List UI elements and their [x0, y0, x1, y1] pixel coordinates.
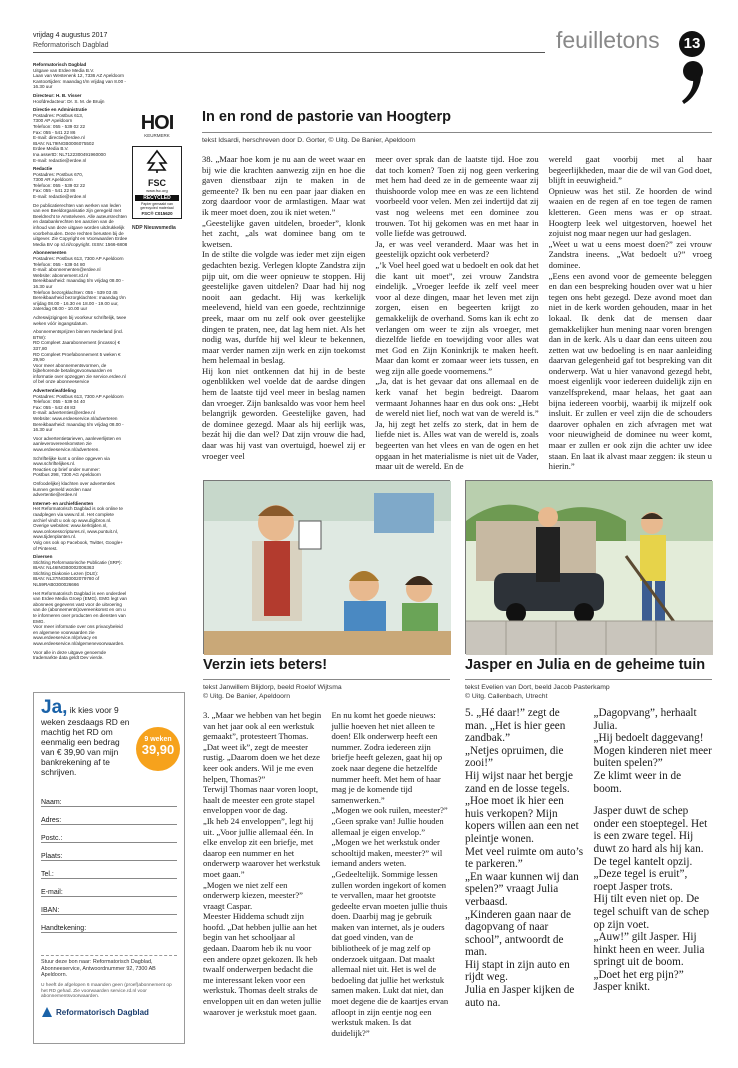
paragraph: Hij stapt in zijn auto en rijdt weg.	[465, 958, 570, 984]
paragraph: „Weet u wat u eens moest doen?” zei vrouw Zandstra ineens. „Wat bedoelt u?” vroeg dominee.	[548, 238, 712, 270]
colophon-line: Postbus 298, 7300 AG Apeldoorn	[33, 472, 101, 478]
subscribe-intro: ik kies voor 9 weken zesdaags RD en machtig het RD om eenmalig een bedrag van € 39,90 van mijn bankrekening af te schrijven.	[41, 705, 130, 777]
colophon-line: Onfoodelijke) klachten over advertenties kunnen gemeld worden naar advertentie@erdee.nl	[33, 480, 115, 498]
subscribe-form-fields	[41, 789, 177, 933]
paragraph: Terwijl Thomas naar voren loopt, haalt de meester een grote stapel enveloppen voor de dag.	[203, 784, 318, 816]
paragraph: „Eens een avond voor de gemeente beleggen en dan een bespreking houden over wat u hier tegen ons hebt gezegd. Deze avond moet dan niet in de kerk worden gehouden, maar in het lokaal. Ik denk dat de mensen daar gemakkelijker hun mening naar voren brengen dan in de kerk. Als u daar dan eens uiteen zou zetten wat uw bedoeling is en naar aanleiding daarvan gelegenheid gaf tot bespreking van dit onderwerp. Wat u hier vanavond gezegd hebt, moest eigenlijk voor iedereen duidelijk zijn en vanzelfsprekend, maar helaas, het gaat aan bijna iedereen voorbij, waarbij ik mijzelf ook insluit. Er zullen er veel zijn die de schouders daarover ophalen en zich afvragen met wat voor nieuwigheid de dominee nu weer komt, maar er zullen er ook zijn die achter uw idee staan. En laat ik alvast maar zeggen: ik steun u hierin.”	[548, 270, 712, 472]
form-field-label: Adres:	[41, 817, 62, 824]
colophon-block-title: Redactie	[33, 166, 53, 172]
colophon-block	[33, 501, 128, 551]
issue-date: vrijdag 4 augustus 2017	[33, 32, 108, 39]
story1-rule	[202, 132, 712, 133]
colophon-line: E-mail: redactie@erdee.nl	[33, 194, 87, 200]
form-field-label: IBAN:	[41, 907, 60, 914]
paragraph: „Hoe moet ik hier een huis verkopen? Mijn kopers willen aan een net pleintje wonen.	[465, 795, 579, 845]
hoi-logo-caption: KEURMERK	[144, 133, 170, 138]
colophon-block	[33, 481, 128, 498]
colophon-block	[33, 250, 128, 312]
colophon-line: Hoofdredacteur: Dr. S. M. de Bruijn	[33, 98, 105, 104]
fsc-recycled-label: RECYCLED	[135, 195, 179, 201]
colophon-line: Postadres: Postbus 613, 7300 AP Apeldoorn	[33, 393, 124, 399]
story1-column	[202, 154, 365, 474]
story3-body	[465, 707, 712, 1055]
colophon-line: Postadres: Postbus 613,	[33, 112, 84, 118]
paragraph: „Netjes opruimen, die zooi!”	[465, 744, 564, 770]
colophon-line: IBAN: NL79INGB0006075502	[33, 140, 95, 146]
paragraph: „Deze tegel is eruit”, roept Jasper trots.	[593, 868, 688, 893]
form-field[interactable]	[41, 825, 177, 843]
paragraph: Hij kon niet ontkennen dat hij in de beste ogenblikken wel voelde dat de aardse dingen hem de laatste tijd veel meer in beslag namen dan vroeger. Zijn banksaldo was voor hem heel belangrijk geworden. Geestelijke gaven, had de dominee gezegd. Maar als hij eerlijk was, bezát hij die dan wel? Dat zijn vrouw die had, daar was hij vast van overtuigd, hoewel zij er vroeger veel	[202, 365, 366, 461]
colophon-line: Fax: 055 - 542 48 83	[33, 404, 76, 410]
paragraph: „En waar kunnen wij dan spelen?” vraagt Julia verbaasd.	[465, 870, 579, 908]
story2-column	[332, 710, 451, 1055]
colophon-line: Voor meer informatie over ons privacybeleid en algemene voorwaarden zie www.erdeeservice.nl/privacy en www.erdeeservice.nl/algemenevoorwaarden.	[33, 624, 125, 646]
colophon-block	[33, 166, 128, 200]
subscribe-coupon	[33, 692, 185, 1044]
colophon-line: Telefoon: 055 - 539 04 40	[33, 399, 86, 405]
colophon-block-title: Directeur: H. B. Visser	[33, 92, 82, 98]
story3-title: Jasper en Julia en de geheime tuin	[465, 657, 706, 673]
section-title: feuilletons	[556, 27, 660, 53]
paragraph: Mogen kinderen niet meer buiten spelen?”	[593, 744, 712, 770]
form-field[interactable]	[41, 915, 177, 933]
colophon-block-title: Internet- en archiefdiensten	[33, 500, 94, 506]
publication-name: Reformatorisch Dagblad	[33, 42, 109, 49]
colophon-line: E-mail: redactie@erdee.nl	[33, 157, 87, 163]
colophon-line: Fax: 055 - 541 22 86	[33, 129, 76, 135]
form-field-label: Plaats:	[41, 853, 63, 860]
story2-rule	[203, 679, 450, 680]
colophon-line: Kantoortijden: maandag t/m vrijdag van 8.00 - 16.30 uur	[33, 78, 126, 90]
colophon-line: Abonnementsprijzen binnen Nederland (incl. BTW):	[33, 329, 124, 340]
rd-logo-icon	[41, 1006, 53, 1018]
paragraph: „Kinderen gaan naar de dagopvang of naar school”, antwoordt de man.	[465, 908, 571, 959]
colophon-block	[33, 93, 128, 104]
colophon-line: Erdee Media B.V.	[33, 146, 69, 152]
story2-byline-1: tekst Janwillem Blijdorp, beeld Roelof Wijtsma	[203, 684, 342, 691]
paragraph: En nu komt het goede nieuws: jullie hoeven het niet alleen te doen! Elk onderwerp heeft een nummer. Zodra iedereen zijn briefje heeft gelezen, gaat hij op zoek naar degene die hetzelfde nummer heeft. Met hem of haar mag je de komende tijd samenwerken.”	[331, 710, 443, 805]
fsc-code: FSC® C015620	[141, 210, 173, 216]
colophon-line: 7300 AP Apeldoorn	[33, 118, 73, 124]
colophon-block	[33, 388, 128, 433]
form-field[interactable]	[41, 843, 177, 861]
illustration-garden	[465, 480, 712, 654]
colophon-line: www.tijdenplanten.nl.	[33, 534, 77, 540]
fsc-tree-icon	[144, 149, 170, 173]
colophon-line: De publicatierechten van werken van leden van een Beeldorganisatie zijn geregeld met Beeldrecht te Amstelveen. Alle auteursrechten en databankrechten ten aanzien van de inhoud van deze uitgave worden uitdrukkelijk voorbehouden. Deze rechten berusten bij de uitgever. Zie Copyright en Voorwaarden Erdee Media BV op rd.nl/copyright. ISSN: 1566-6808	[33, 202, 128, 247]
colophon-line: Voor alle in deze uitgave genoemde trademarkte data geldt Dev vierde.	[33, 649, 107, 661]
paragraph: Hij tilt even niet op. De tegel schuift van de schep op zijn voet.	[593, 893, 710, 931]
paragraph: Meester Hiddema schudt zijn hoofd. „Dat hebben jullie aan het begin van het schooljaar al gedaan. Daarom heb ik nu voor een andere opzet gekozen. Ik heb twaalf onderwerpen bedacht die me interessant leken voor een werkstuk. Thomas deelt straks de enveloppen uit en dan weten jullie waarover je werkstuk moet gaan.	[203, 911, 322, 1017]
form-field-label: Postc.:	[41, 835, 63, 842]
price-badge	[136, 727, 180, 771]
paragraph: „Dat weet ik”, zegt de meester rustig. „Daarom doen we het deze keer ook anders. Wil je me even helpen, Thomas?”	[203, 741, 320, 784]
story1-column	[549, 154, 712, 474]
fsc-url: www.fsc.org	[146, 188, 168, 193]
colophon-block	[33, 436, 128, 453]
paragraph: Opnieuw was het stil. Ze hoorden de wind waaien en de regen af en toe tegen de ramen kletteren. Geen mens was er op straat. Hoogterp leek wel uitgestorven, hoewel het zojuist nog maar negen uur had geslagen.	[548, 185, 712, 239]
colophon-block	[33, 591, 128, 647]
paragraph: „Mogen we het werkstuk onder schooltijd maken, meester?” wil iemand anders weten.	[331, 837, 443, 869]
form-field[interactable]	[41, 807, 177, 825]
colophon-line: RD Compleet Proefabonnement 5 weken € 29,90	[33, 351, 121, 363]
colophon-line: Het Reformatorisch Dagblad is een onderdeel van Erdee Media Groep (EMG). EMG legt van abonnees gegevens vast voor de uitvoering van de (abonnements)overeenkomst en om u te informeren over producten en diensten van EMG.	[33, 590, 127, 624]
paragraph: Ze klimt weer in de boom.	[593, 769, 682, 795]
rd-brand-label: Reformatorisch Dagblad	[56, 1007, 149, 1017]
colophon-line: Schriftelijke kunt u online opgeven via www.schriftelijkes.nl.	[33, 455, 110, 467]
colophon-line: Bereikbaarheid: maandag t/m vrijdag 08.00 - 16.30 uur	[33, 278, 124, 289]
story2-title: Verzin iets beters!	[203, 657, 328, 673]
paragraph: 3. „Maar we hebben van het begin van het jaar ook al een werkstuk gemaakt”, protesteert Thomas.	[203, 710, 322, 742]
colophon-block	[33, 62, 128, 90]
colophon-block	[33, 203, 128, 248]
colophon-line: Telefoon: 055 - 539 02 22	[33, 123, 86, 129]
story2-byline-2: © Uitg. De Banier, Apeldoorn	[203, 693, 290, 700]
paragraph: De tegel kantelt opzij.	[593, 855, 693, 868]
colophon-line: Bereikbaarheid bezorgklachten: maandag t/m vrijdag 08.00 - 16.30 en 18.00 - 19.00 uur, zaterdag 08.00 - 10.00 uur	[33, 295, 126, 312]
story3-rule	[465, 679, 712, 680]
story2-body	[203, 710, 450, 1055]
colophon-line: IBAN: NL37INGB0002079780 of NL59RAB0300026666	[33, 576, 100, 588]
paragraph: „Dagopvang”, herhaalt Julia.	[593, 707, 697, 732]
paragraph: 38. „Maar hoe kom je nu aan de weet waar en bij wie die krachten aanwezig zijn en hoe die gaven dienstbaar zijn te maken in de gemeente? Ik ben nu een paar jaar diaken en zorg daardoor voor de armlastigen. Maar wat ik meer moet doen, zou ik niet weten.”	[202, 154, 366, 217]
paragraph: meer over sprak dan de laatste tijd. Hoe zou dat toch komen? Toen zij nog geen verkering met hem had deed ze in de gemeente waar zij thuishoorde volop mee en was ze een lichtend voorbeeld voor velen. Men zei indertijd dat zij vast nog weleens met een dominee zou trouwen. Tot hij gekomen was en met haar in volle liefde was getrouwd.	[375, 154, 539, 239]
ndp-logo: NDP Nieuwsmedia	[132, 224, 176, 231]
paragraph: „Geestelijke gaven uitdelen, broeder”, klonk het zacht, „als wat dominee bang om te kwetsen.	[202, 217, 366, 249]
header-rule	[33, 52, 545, 53]
colophon-line: www.onlosesscriptures.nl, www.puntuit.nl,	[33, 528, 119, 534]
paragraph: „’k Voel heel goed wat u bedoelt en ook dat het die kant uit moet”, zei vrouw Zandstra eindelijk. „Vroeger leefde ik zelf veel meer voor al deze dingen, maar het leven met zijn zorgen, eisen en begeerten krijgt zo gemakkelijk de overhand. Soms kan ik echt zo verlangen om weer te zijn als vroeger, met diezelfde liefde en toewijding voor alles wat met God en Zijn Koninkrijk te maken heeft. Maar dan komt er zomaar weer iets tussen, en weg zijn alle goede voornemens.”	[375, 259, 539, 376]
form-field-label: Handtekening:	[41, 925, 87, 932]
colophon-line: Website: abonnement.rd.nl	[33, 272, 88, 278]
paragraph: „Ja, dat is het gevaar dat ons allemaal en de kerk vanaf het begin bedreigt. Daarom vermaant Johannes haar en dus ook ons: „Hebt de wereld niet lief, noch wat van de wereld is.” Ja, hij zegt het zelfs zo sterk, dat in hem de liefde niet is. Alles wat van de wereld is, zoals begeerten van het vlees en van de ogen en het opgaan in het materialisme is niet uit de Vader, maar uit de wereld. En de	[375, 376, 539, 472]
colophon-block-title: Reformatorisch Dagblad	[33, 62, 87, 67]
colophon-line: Laan van Westenenk 12, 7336 AZ Apeldoorn	[33, 73, 125, 79]
paragraph: Jasper duwt de schep onder een stoeptegel. Het is een zware tegel. Hij duwt zo hard als hij kan.	[593, 805, 708, 855]
story3-byline-1: tekst Evelien van Dort, beeld Jacob Pasterkamp	[465, 684, 610, 691]
subscribe-ja: Ja,	[41, 697, 68, 718]
coupon-footer: Stuur deze bon naar: Reformatorisch Dagblad, Abonneeservice, Antwoordnummer 92, 7300 AB Apeldoorn.	[41, 955, 177, 979]
form-field[interactable]	[41, 861, 177, 879]
signature-space	[41, 933, 177, 955]
colophon-line: IBAN: NL46INGB0002006363	[33, 565, 95, 571]
paragraph: In de stilte die volgde was ieder met zijn eigen gedachten bezig. Verlegen klopte Zandstra zijn pijp uit, om die weer opnieuw te stoppen. Hij geestelijke gaven uitdelen? Daar had hij nog nooit aan gedacht. Hij was kerkelijk meelevend, hield van een goede, rechtzinnige preek, maar om nu zelf ook over geestelijke dingen te praten, nee, dat lag hem niet. Als het nodig was, durfde hij wel kleur te bekennen, maar verder namen zijn werk en zijn toekomst hem helemaal in beslag.	[202, 249, 366, 366]
story1-title: In en rond de pastorie van Hoogterp	[202, 109, 451, 125]
colophon-line: Stichting Diakonie Lezen (DLE):	[33, 570, 99, 576]
colophon-line: 7300 AR Apeldoorn	[33, 177, 73, 183]
paragraph: „Doet het erg pijn?” Jasper knikt.	[593, 968, 684, 994]
fsc-sub: Papier gemaakt van gerecycled materiaal	[140, 202, 174, 211]
form-field[interactable]	[41, 789, 177, 807]
price-badge-amount: 39,90	[141, 742, 175, 757]
colophon-line: Volg ons ook op Facebook, Twitter, Google+ of Pinterest.	[33, 539, 123, 551]
form-field-label: Naam:	[41, 799, 62, 806]
price-badge-label: 9 weken	[144, 736, 172, 743]
paragraph: „Ik heb 24 enveloppen”, legt hij uit. „Voor jullie allemaal één. In elke envelop zit een briefje, met daarop een nummer en het onderwerp waarover het werkstuk moet gaan.”	[203, 815, 321, 879]
colophon-line: Ina assertD: NL7122300491960000	[33, 151, 106, 157]
paragraph: „Auw!” gilt Jasper. Hij hinkt heen en weer. Julia springt uit de boom.	[593, 931, 705, 969]
colophon-line: RD Compleet Jaarabonnement (incasso) € 337,80	[33, 340, 121, 351]
paragraph: wereld gaat voorbij met al haar begeerlijkheden, maar die de wil van God doet, blijft in eeuwigheid.”	[548, 154, 712, 186]
colophon-block-title: Advertentieafdeling	[33, 388, 76, 394]
form-field-label: Tel.:	[41, 871, 54, 878]
comma-ornament-icon	[680, 60, 706, 106]
colophon-line: Overige websites: www.kerktijden.nl,	[33, 523, 108, 529]
colophon-block-title: Abonnementen	[33, 250, 67, 256]
paragraph: „Mogen we ook ruilen, meester?”	[331, 805, 448, 816]
colophon-block	[33, 329, 128, 385]
colophon-block-title: Directie en Administratie	[33, 107, 87, 113]
colophon-line: Reacties op brief onder nummer:	[33, 466, 100, 472]
colophon-line: Postadres: Postbus 613, 7300 AP Apeldoorn	[33, 256, 124, 261]
colophon-block	[33, 107, 128, 163]
paragraph	[594, 795, 713, 805]
coupon-note: U heeft de afgelopen 6 maanden geen (proef)abonnement op het RD gehad. Zie voorwaarden service.rd.nl voor abonnementsvoorwaarden.	[41, 982, 172, 1000]
colophon-block	[33, 554, 128, 588]
fsc-logo	[132, 146, 182, 219]
page-number-badge: 13	[679, 31, 705, 57]
colophon-line: E-mail: abonnementen@erdee.nl	[33, 267, 101, 273]
hoi-logo: HOI	[140, 112, 174, 134]
paragraph: Ja, er was veel veranderd. Maar was het in geestelijk opzicht ook verbeterd?	[375, 238, 539, 260]
garden-illustration-icon	[466, 481, 713, 655]
paragraph: „Gedeeltelijk. Sommige lessen zullen worden ingekort of komen te vervallen, maar het grootste gedeelte ervan moeten jullie thuis doen. Daarbij mag je gebruik maken van internet, als je ouders dat goed vinden, van de bibliotheek of je mag zelf op onderzoek uitgaan. Dat maakt allemaal niet uit. Het is wel de bedoeling dat jullie het werkstuk samen maken. Lukt dat niet, dan moet degene die de kaartjes ervan afloopt in zijn eentje nog een werkstuk maken. Is dat duidelijk?”	[331, 868, 449, 1038]
story3-byline-2: © Uitg. Callenbach, Utrecht	[465, 693, 548, 700]
colophon-line: E-mail: advertenties@erdee.nl	[33, 410, 95, 416]
form-field-label: E-mail:	[41, 889, 63, 896]
illustration-classroom	[203, 480, 450, 654]
colophon-line: Het Reformatorisch Dagblad is ook online te raadplegen via www.rd.nl. Het complete archief vindt u ook op www.digibron.nl.	[33, 506, 123, 523]
story1-column	[375, 154, 538, 474]
colophon-block	[33, 315, 128, 326]
paragraph: 5. „Hé daar!” zegt de man. „Het is hier geen zandbak.”	[465, 707, 566, 745]
colophon-line: Voor advertentietarieven, aanleverlijsten en aanleverovereenkomsten zie www.erdeeservice.nl/adverteren.	[33, 435, 122, 452]
paragraph: Hij wijst naar het bergje zand en de losse tegels.	[465, 769, 573, 795]
paragraph: „Hij bedoelt daggevang!	[593, 732, 704, 745]
story1-body	[202, 154, 712, 474]
colophon-line: Telefoon bezorgklachten: 055 - 539 03 45	[33, 289, 118, 295]
colophon-line: Voor meer abonnementsvormen, de bijbehorende betalingsvoorwaarden en informatie over opzeggen zie service.erdee.nl of bel onze abonneeservice	[33, 362, 126, 385]
colophon-line: Telefoon: 055 - 539 04 80	[33, 261, 86, 267]
colophon-line: Telefoon: 055 - 539 02 22	[33, 182, 86, 188]
colophon-line: Adreswijzigingen bij voorkeur schriftelijk, twee weken vóór ingangsdatum.	[33, 314, 127, 326]
rd-brand	[41, 1006, 177, 1018]
colophon-line: Uitgave van Erdee Media B.V.	[33, 67, 95, 73]
colophon-line: Postadres: Postbus 670,	[33, 171, 84, 177]
form-field[interactable]	[41, 897, 177, 915]
paragraph: „Geen sprake van! Jullie houden allemaal je eigen envelop.”	[331, 815, 444, 837]
paragraph: Julia en Jasper kijken de auto na.	[465, 984, 575, 1009]
colophon	[33, 62, 128, 661]
colophon-block	[33, 650, 128, 661]
story3-column	[594, 707, 713, 1055]
colophon-line: E-mail: directie@erdee.nl	[33, 135, 85, 141]
paragraph: Met veel ruimte om auto’s te parkeren.”	[465, 845, 584, 871]
classroom-illustration-icon	[204, 481, 451, 655]
colophon-line: Fax: 055 - 541 22 86	[33, 188, 76, 194]
colophon-logos	[132, 112, 182, 231]
story1-byline: tekst Idsardi, herschreven door D. Gorter, © Uitg. De Banier, Apeldoorn	[202, 137, 416, 144]
fsc-text: FSC	[148, 178, 166, 188]
story2-column	[203, 710, 322, 1055]
colophon-block	[33, 456, 128, 478]
colophon-line: Website: www.erdeeservice.nl/adverteren	[33, 416, 118, 422]
story3-column	[465, 707, 584, 1055]
form-field[interactable]	[41, 879, 177, 897]
paragraph: „Mogen we niet zelf een onderwerp kiezen, meester?” vraagt Caspar.	[203, 879, 303, 911]
colophon-block-title: Diversen	[33, 554, 53, 560]
colophon-line: Stichting Reformatorische Publicatie (SRP):	[33, 559, 122, 565]
colophon-line: Bereikbaarheid: maandag t/m vrijdag 08.00 - 16.30 uur	[33, 421, 124, 433]
